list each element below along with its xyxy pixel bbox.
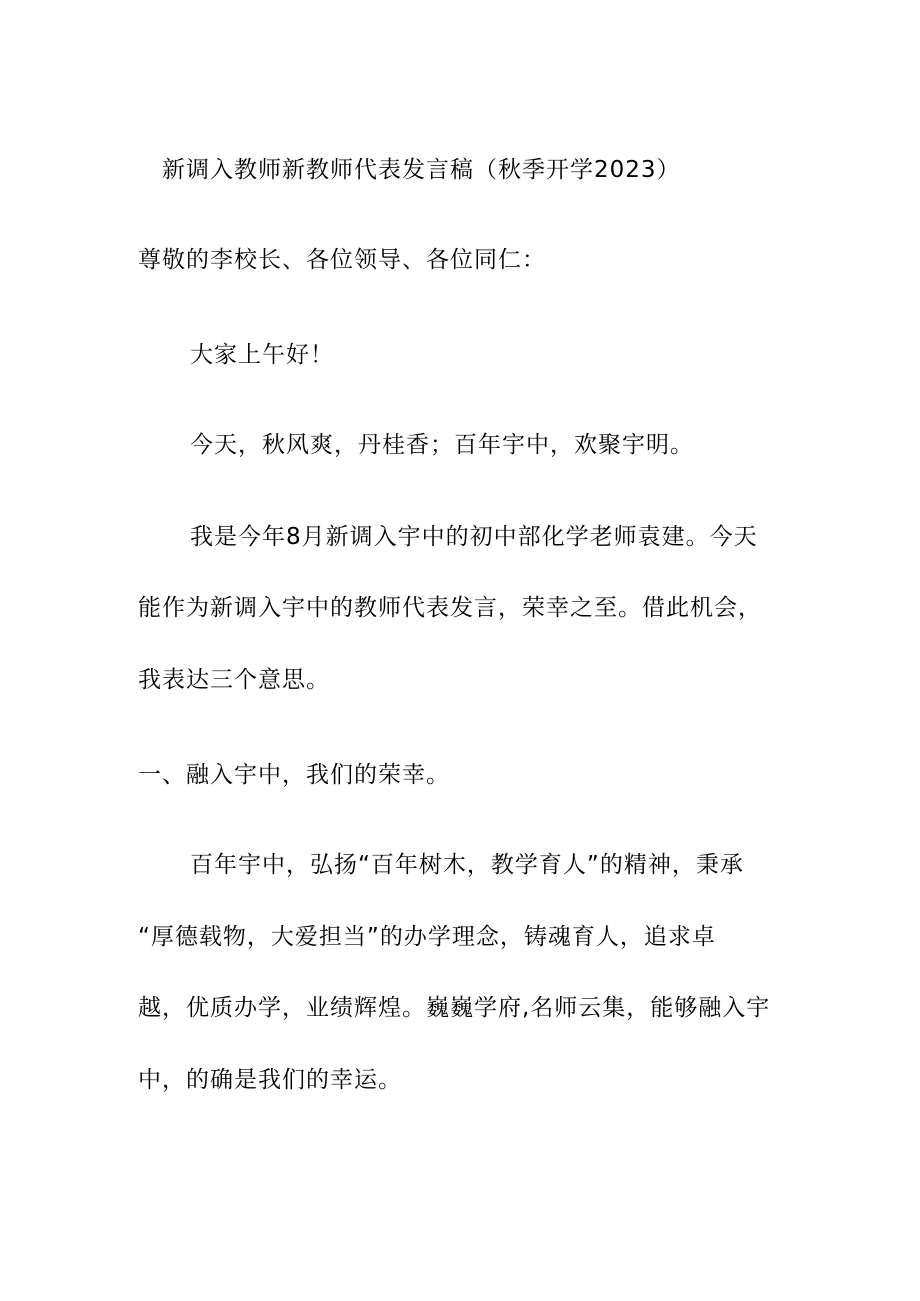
paragraph-2-line-3: 我表达三个意思。 [138,667,330,693]
paragraph-2-line-1: 我是今年8月新调入宇中的初中部化学老师袁建。今天 [190,524,758,550]
paragraph-1: 今天，秋风爽，丹桂香；百年宇中，欢聚宇明。 [190,432,694,458]
paragraph-3-line-2: “厚德载物，大爱担当”的办学理念，铸魂育人，追求卓 [138,924,716,950]
salutation: 尊敬的李校长、各位领导、各位同仁： [138,247,546,273]
paragraph-3-line-1: 百年宇中，弘扬“百年树木，教学育人”的精神，秉承 [190,852,744,878]
greeting: 大家上午好！ [190,342,334,368]
paragraph-3-line-4: 中，的确是我们的幸运。 [138,1067,402,1093]
section-1-heading: 一、融入宇中，我们的荣幸。 [138,762,450,788]
document-title: 新调入教师新教师代表发言稿（秋季开学2023） [162,157,681,183]
paragraph-3-line-3: 越，优质办学，业绩辉煌。巍巍学府,名师云集，能够融入宇 [138,995,771,1021]
paragraph-2-line-2: 能作为新调入宇中的教师代表发言，荣幸之至。借此机会， [138,595,762,621]
